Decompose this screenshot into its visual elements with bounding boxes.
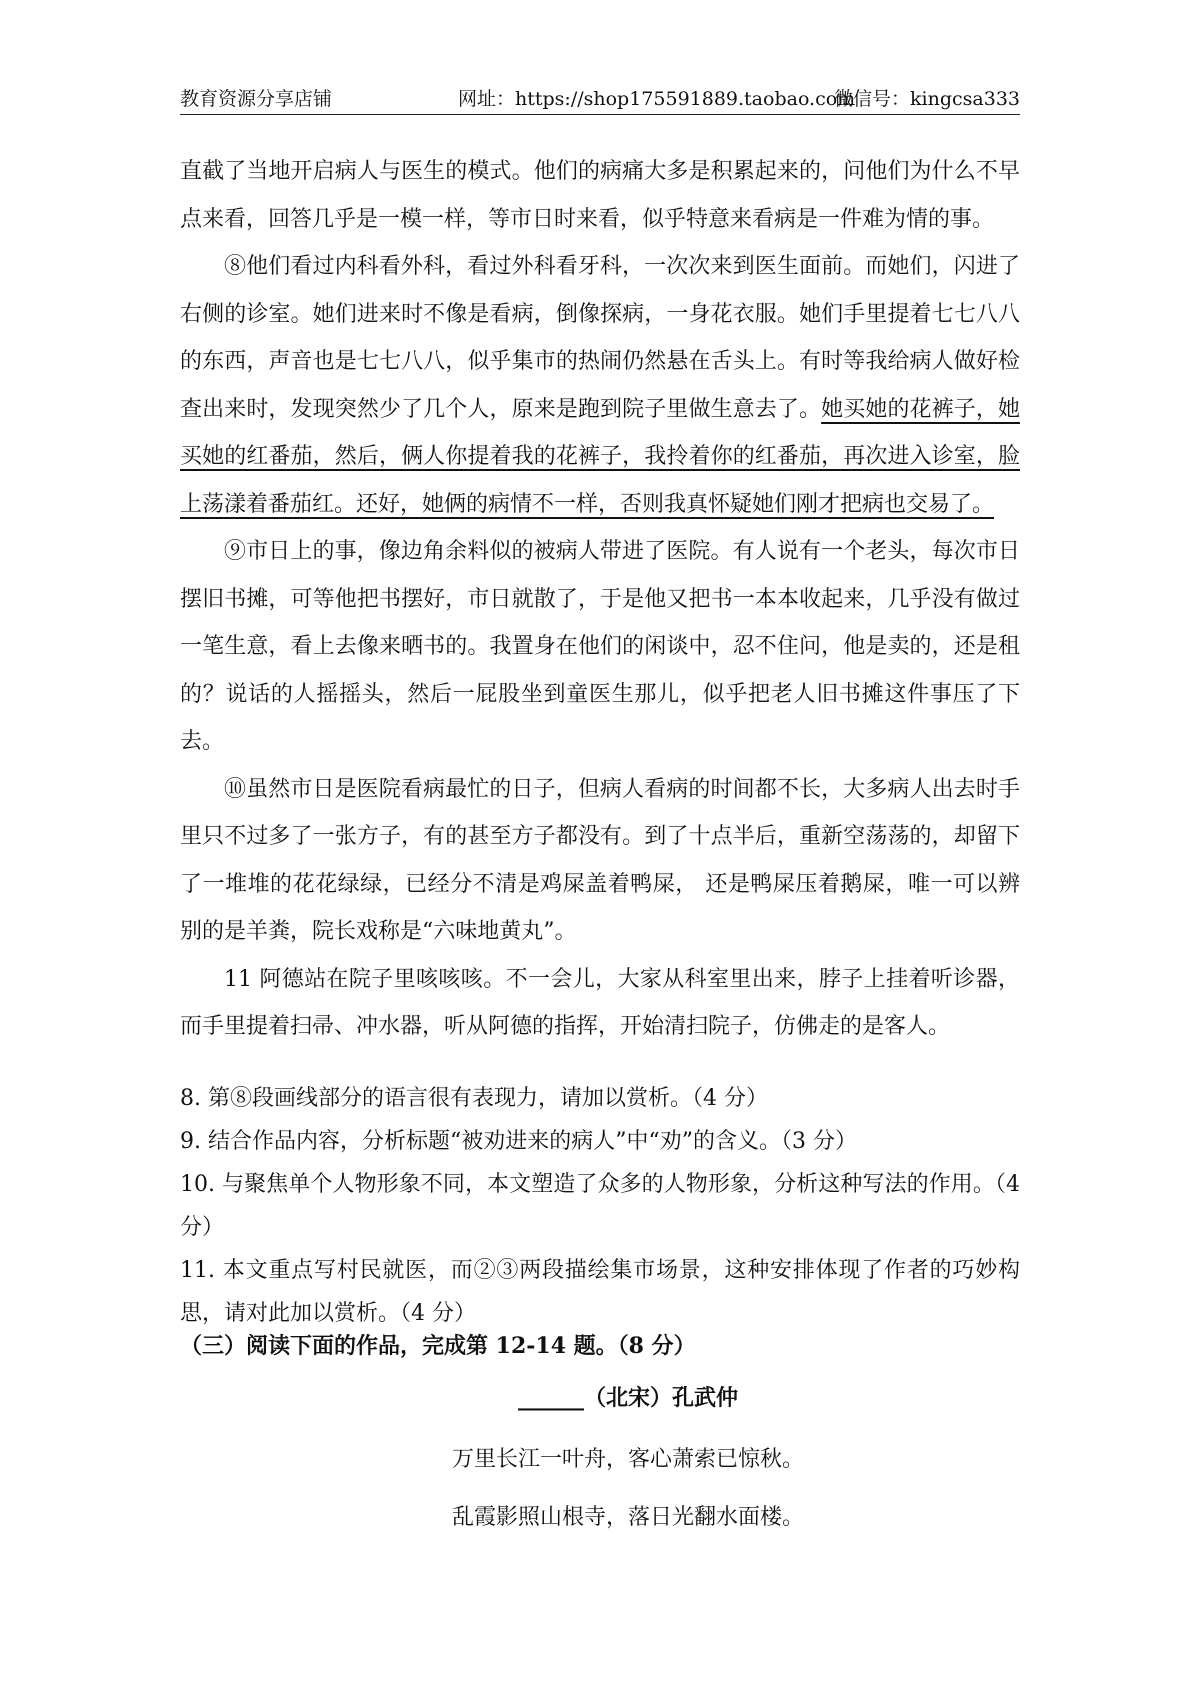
question-8: 8. 第⑧段画线部分的语言很有表现力，请加以赏析。（4 分） <box>180 1085 768 1111</box>
question-11: 11. 本文重点写村民就医，而②③两段描绘集市场景，这种安排体现了作者的巧妙构思，请对此加以赏析。（4 分） <box>180 1257 1020 1326</box>
paragraph-11: 11 阿德站在院子里咳咳咳。不一会儿，大家从科室里出来，脖子上挂着听诊器，而手里提着扫帚、冲水器，听从阿德的指挥，开始清扫院子，仿佛走的是客人。 <box>180 966 1020 1039</box>
paragraph-10: ⑩虽然市日是医院看病最忙的日子，但病人看病的时间都不长，大多病人出去时手里只不过多了一张方子，有的甚至方子都没有。到了十点半后，重新空荡荡的，却留下了一堆堆的花花绿绿，已经分不清是鸡屎盖着鸭屎， 还是鸭屎压着鹅屎，唯一可以辨别的是羊粪，院长戏称是“六味地黄丸”。 <box>180 776 1020 944</box>
header-wechat: 微信号：kingcsa333 <box>834 88 1020 110</box>
header-shop-name: 教育资源分享店铺 <box>180 88 333 110</box>
spacer <box>180 1051 1020 1077</box>
paragraph-8 <box>180 243 1020 528</box>
section-3 <box>180 1329 1020 1360</box>
page-header <box>180 78 1020 115</box>
poem-line-2: 乱霞影照山根寺，落日光翻水面楼。 <box>452 1505 805 1530</box>
header-url[interactable]: 网址：https://shop175591889.taobao.com <box>458 88 856 110</box>
question-10: 10. 与聚焦单个人物形象不同，本文塑造了众多的人物形象，分析这种写法的作用。（4 分） <box>180 1171 1020 1240</box>
paragraph-8-text: ⑧他们看过内科看外科，看过外科看牙科，一次次来到医生面前。而她们，闪进了右侧的诊室。她们进来时不像是看病，倒像探病，一身花衣服。她们手里提着七七八八的东西，声音也是七七八八，似乎集市的热闹仍然悬在舌头上。有时等我给病人做好检查出来时，发现突然少了几个人，原来是跑到院子里做生意去了。 <box>180 254 1020 422</box>
paragraph-7-continued: 直截了当地开启病人与医生的模式。他们的病痛大多是积累起来的，问他们为什么不早点来看，回答几乎是一模一样，等市日时来看，似乎特意来看病是一件难为情的事。 <box>180 159 1020 232</box>
poem-line-1: 万里长江一叶舟，客心萧索已惊秋。 <box>452 1447 805 1472</box>
paragraph-8-underlined: 她买她的花裤子，她买她的红番茄，然后，俩人你提着我的花裤子，我拎着你的红番茄，再次进入诊室，脸上荡漾着番茄红。还好，她俩的病情不一样，否则我真怀疑她们刚才把病也交易了。 <box>180 396 1020 517</box>
question-list <box>180 1077 1020 1335</box>
section-3-title: （三）阅读下面的作品，完成第 12-14 题。（8 分） <box>180 1333 696 1359</box>
question-9: 9. 结合作品内容，分析标题“被劝进来的病人”中“劝”的含义。（3 分） <box>180 1128 857 1154</box>
article-body <box>180 148 1020 1335</box>
paragraph-9: ⑨市日上的事，像边角余料似的被病人带进了医院。有人说有一个老头，每次市日摆旧书摊，可等他把书摆好，市日就散了，于是他又把书一本本收起来，几乎没有做过一笔生意，看上去像来晒书的。我置身在他们的闲谈中，忍不住问，他是卖的，还是租的？说话的人摇摇头，然后一屁股坐到童医生那儿，似乎把老人旧书摊这件事压了下去。 <box>180 539 1020 754</box>
poem-title: ______（北宋）孔武仲 <box>518 1385 739 1411</box>
